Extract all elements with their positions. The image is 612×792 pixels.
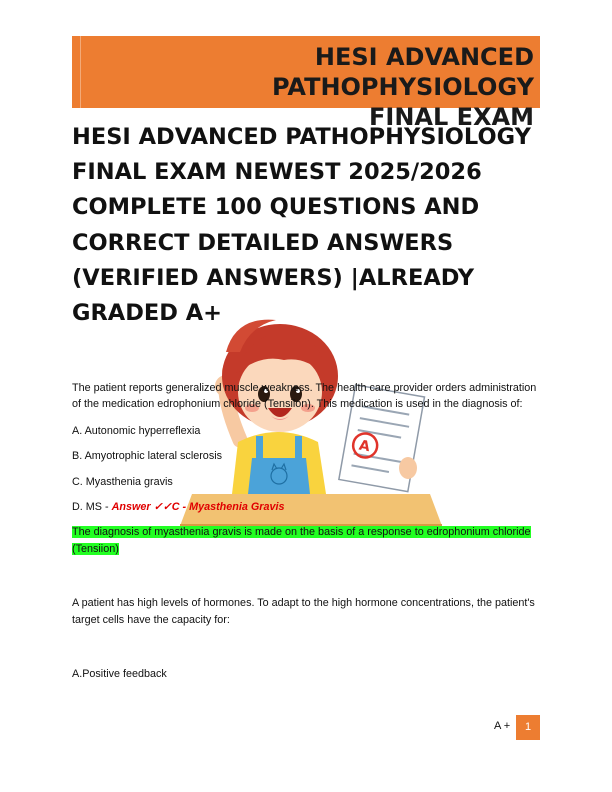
question1-answer: Answer ✓✓C - Myasthenia Gravis: [111, 501, 285, 514]
question1-rationale: [72, 524, 542, 557]
paper-grade: A: [357, 437, 372, 456]
banner-title: [94, 42, 534, 132]
question1-option-b: B. Amyotrophic lateral sclerosis: [72, 450, 223, 463]
page-number: 1: [516, 715, 540, 740]
question1-option-a: A. Autonomic hyperreflexia: [72, 424, 201, 437]
document-title: HESI ADVANCED PATHOPHYSIOLOGY FINAL EXAM NEWEST 2025/2026 COMPLETE 100 QUESTIONS AND CORRECT DETAILED ANSWERS (VERIFIED ANSWERS) |ALREADY GRADED A+: [72, 124, 531, 327]
header-banner: [72, 36, 540, 131]
banner-title-line2: FINAL EXAM: [369, 103, 534, 131]
question2-option-a: A.Positive feedback: [72, 668, 167, 681]
question1-option-d: [72, 499, 542, 515]
option-d-text: D. MS -: [72, 501, 112, 514]
question1-option-c: C. Myasthenia gravis: [72, 475, 173, 488]
footer-grade-label: A +: [494, 720, 511, 732]
question2-stem: A patient has high levels of hormones. To adapt to the high hormone concentrations, the patient's target cells have the capacity for:: [72, 597, 535, 626]
question1-stem: The patient reports generalized muscle weakness. The health care provider orders administration of the medication edrophonium chloride (Tensilon). This medication is used in the diagnosis of:: [72, 382, 537, 411]
banner-title-line1: HESI ADVANCED PATHOPHYSIOLOGY: [271, 43, 534, 101]
banner-divider: [80, 36, 81, 108]
question-content: [72, 380, 542, 691]
rationale-highlight: The diagnosis of myasthenia gravis is made on the basis of a response to edrophonium chloride (Tensiion): [72, 526, 531, 555]
